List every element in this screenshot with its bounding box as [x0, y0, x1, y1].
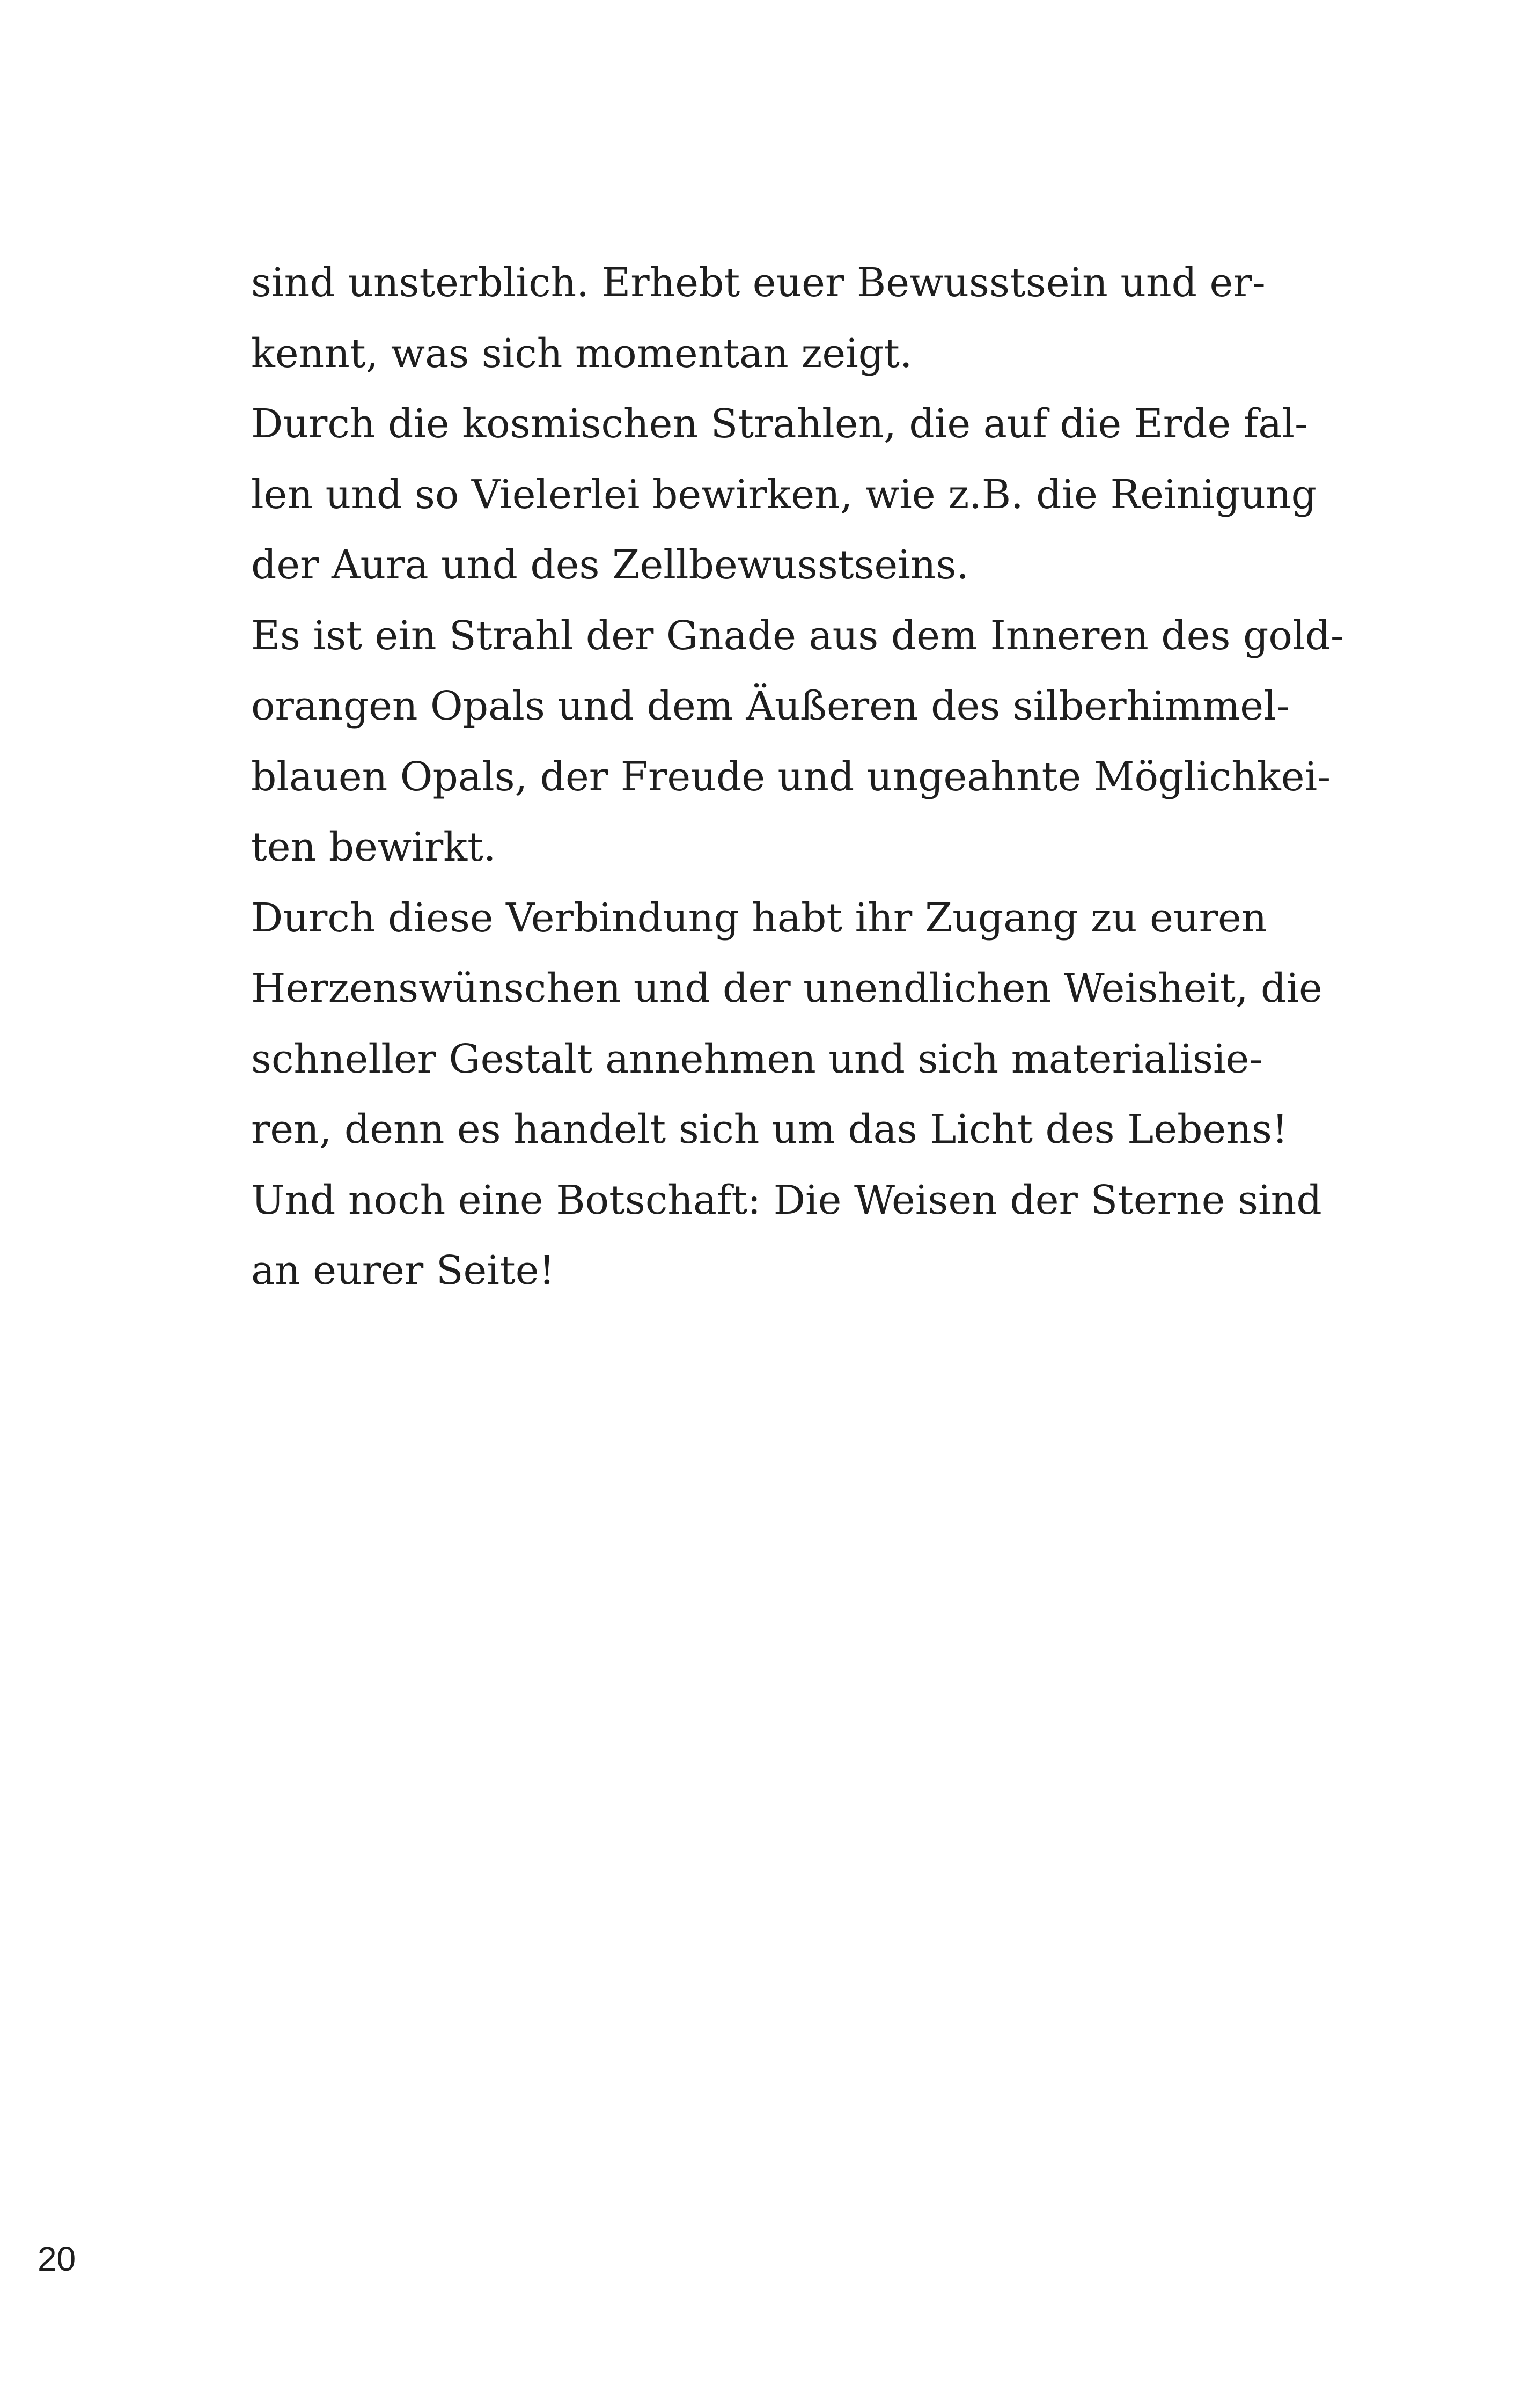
text-line: ten bewirkt.: [251, 824, 496, 870]
text-line: Durch diese Verbindung habt ihr Zugang zu euren: [251, 894, 1267, 941]
text-line: Es ist ein Strahl der Gnade aus dem Inneren des gold-: [251, 612, 1344, 659]
page-number: 20: [38, 2240, 76, 2278]
text-line: Durch die kosmischen Strahlen, die auf die Erde fal-: [251, 401, 1308, 447]
text-line: blauen Opals, der Freude und ungeahnte Möglichkei-: [251, 753, 1331, 800]
text-line: schneller Gestalt annehmen und sich materialisie-: [251, 1036, 1263, 1082]
text-line: kennt, was sich momentan zeigt.: [251, 330, 913, 377]
text-line: ren, denn es handelt sich um das Licht des Lebens!: [251, 1106, 1288, 1152]
text-line: Herzenswünschen und der unendlichen Weisheit, die: [251, 965, 1322, 1011]
text-line: Und noch eine Botschaft: Die Weisen der Sterne sind: [251, 1177, 1322, 1223]
text-line: len und so Vielerlei bewirken, wie z.B. die Reinigung: [251, 471, 1317, 518]
body-text: [251, 248, 1344, 1306]
text-line: sind unsterblich. Erhebt euer Bewusstsein und er-: [251, 260, 1266, 306]
text-line: orangen Opals und dem Äußeren des silberhimmel-: [251, 683, 1290, 729]
text-line: der Aura und des Zellbewusstseins.: [251, 542, 969, 588]
text-line: an eurer Seite!: [251, 1247, 555, 1294]
